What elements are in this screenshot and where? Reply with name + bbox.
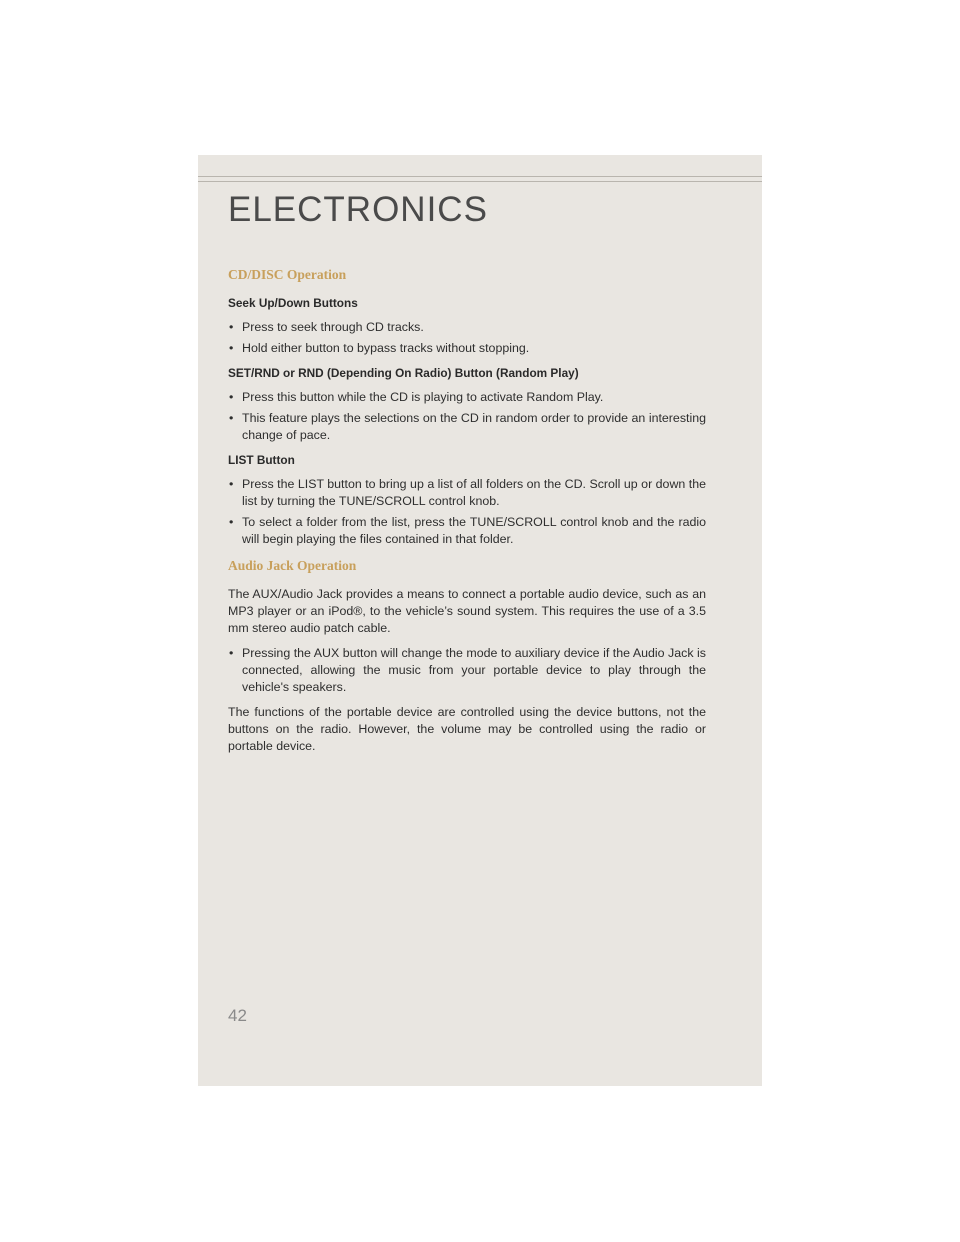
bullet: • [229,477,234,491]
list-item: • Press the LIST button to bring up a list of all folders on the CD. Scroll up or down the list by turning the TUNE/SCROLL control knob. [229,477,706,508]
page-content [228,266,706,763]
audio-jack-outro: The functions of the portable device are controlled using the device buttons, not the buttons on the radio. However, the volume may be controlled using the radio or portable device. [228,705,706,753]
manual-page [198,155,762,1086]
setrnd-button-heading: SET/RND or RND (Depending On Radio) Button (Random Play) [228,366,579,380]
list-item: • Hold either button to bypass tracks without stopping. [229,341,530,355]
list-item: • This feature plays the selections on the CD in random order to provide an interesting change of pace. [229,411,706,442]
bullet: • [229,390,234,404]
list-item: • Pressing the AUX button will change the mode to auxiliary device if the Audio Jack is connected, allowing the music from your portable device to play through the vehicle's speakers. [229,646,706,694]
header-rule-bottom [198,181,762,182]
bullet: • [229,515,234,529]
bullet: • [229,411,234,425]
audio-jack-intro: The AUX/Audio Jack provides a means to connect a portable audio device, such as an MP3 player or an iPod®, to the vehicle’s sound system. This requires the use of a 3.5 mm stereo audio patch cable. [228,587,706,635]
chapter-title: ELECTRONICS [228,190,488,229]
header-rule-top [198,176,762,177]
audio-jack-list [228,645,706,696]
audio-jack-heading: Audio Jack Operation [228,558,357,573]
list-button-heading: LIST Button [228,453,295,467]
list-item: • Press this button while the CD is playing to activate Random Play. [229,390,604,404]
bullet: • [229,320,234,334]
list-button-list [228,476,706,548]
list-item: • Press to seek through CD tracks. [229,320,424,334]
list-item: • To select a folder from the list, press the TUNE/SCROLL control knob and the radio will begin playing the files contained in that folder. [229,515,706,546]
seek-buttons-heading: Seek Up/Down Buttons [228,296,358,310]
setrnd-list [228,389,706,444]
cd-disc-heading: CD/DISC Operation [228,267,347,282]
bullet: • [229,341,234,355]
bullet: • [229,646,234,660]
page-number: 42 [228,1006,247,1025]
seek-list [228,319,706,357]
